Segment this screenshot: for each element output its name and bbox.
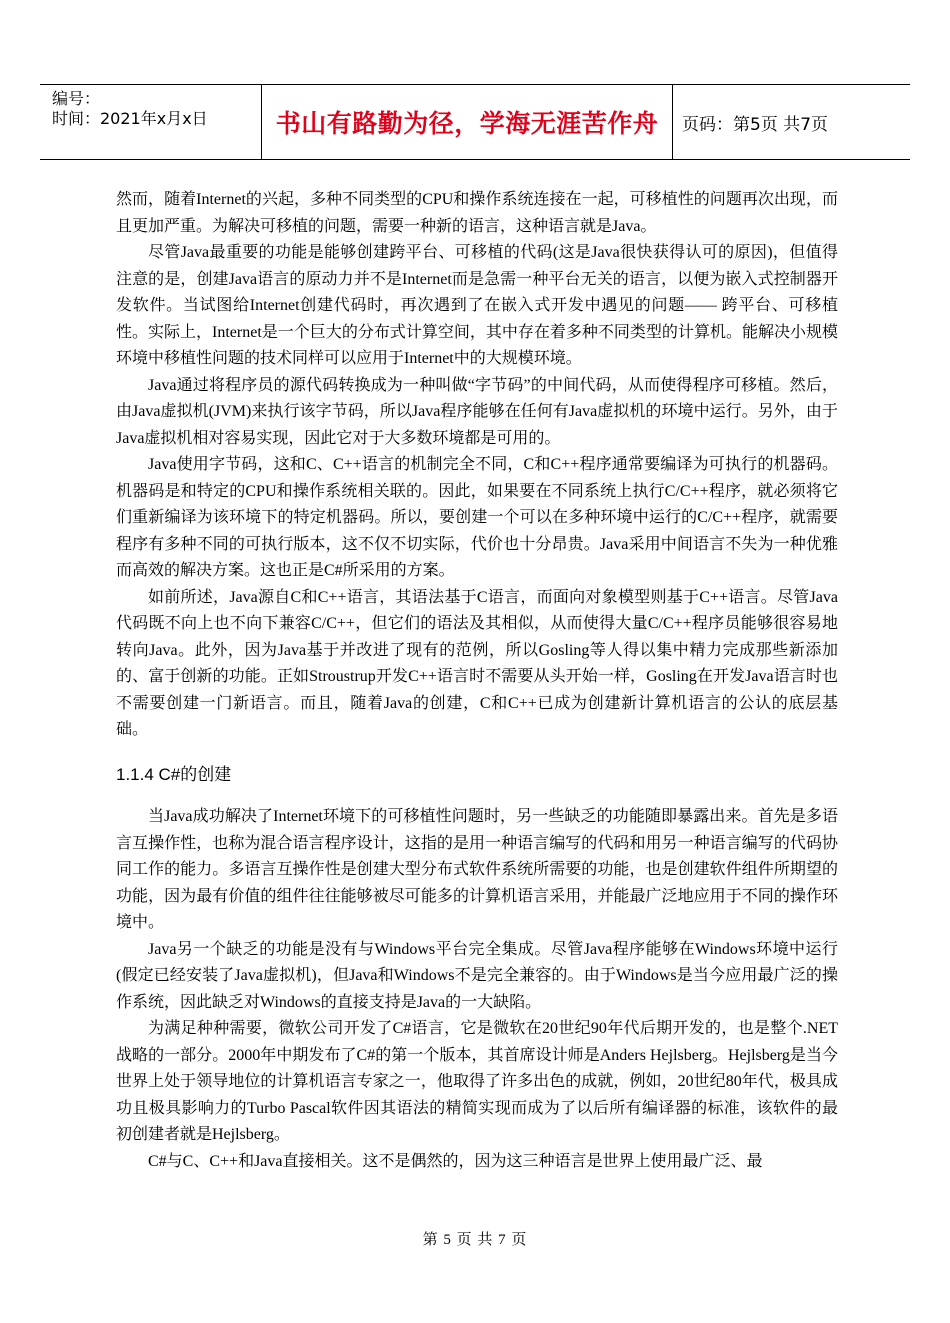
section-heading: 1.1.4 C#的创建 — [116, 764, 232, 784]
paragraph: C#与C、C++和Java直接相关。这不是偶然的，因为这三种语言是世界上使用最广泛、最 — [148, 1152, 763, 1170]
page-footer: 第 5 页 共 7 页 — [422, 1232, 528, 1248]
paragraph: Java通过将程序员的源代码转换成为一种叫做“字节码”的中间代码，从而使得程序可移植。然后，由Java虚拟机(JVM)来执行该字节码，所以Java程序能够在任何有Java虚拟机的环境中运行。另外，由于Java虚拟机相对容易实现，因此它对于大多数环境都是可用的。 — [116, 376, 838, 447]
paragraph: 如前所述，Java源自C和C++语言，其语法基于C语言，而面向对象模型则基于C++语言。尽管Java代码既不向上也不向下兼容C/C++，但它们的语法及其相似，从而使得大量C/C++程序员能够很容易地转向Java。此外，因为Java基于并改进了现有的范例，所以Gosling等人得以集中精力完成那些新添加的、富于创新的功能。正如Stroustrup开发C++语言时不需要从头开始一样，Gosling在开发Java语言时也不需要创建一门新语言。而且，随着Java的创建，C和C++已成为创建新计算机语言的公认的底层基础。 — [116, 588, 838, 738]
page-header — [40, 84, 910, 160]
document-body — [116, 187, 838, 1175]
header-divider-right — [672, 85, 673, 159]
paragraph: 为满足种种需要，微软公司开发了C#语言，它是微软在20世纪90年代后期开发的，也是整个.NET战略的一部分。2000年中期发布了C#的第一个版本，其首席设计师是Anders Hejlsberg。Hejlsberg是当今世界上处于领导地位的计算机语言专家之一，他取得了许多出色的成就，例如，20世纪80年代，极具成功且极具影响力的Turbo Pascal软件因其语法的精简实现而成为了以后所有编译器的标准，该软件的最初创建者就是Hejlsberg。 — [116, 1020, 838, 1143]
header-page-info: 页码：第5页 共7页 — [682, 114, 829, 135]
paragraph: 当Java成功解决了Internet环境下的可移植性问题时，另一些缺乏的功能随即暴露出来。首先是多语言互操作性，也称为混合语言程序设计，这指的是用一种语言编写的代码和用另一种语言编写的代码协同工作的能力。多语言互操作性是创建大型分布式软件系统所需要的功能，也是创建软件组件所期望的功能，因为最有价值的组件往往能够被尽可能多的计算机语言采用，并能最广泛地应用于不同的操作环境中。 — [116, 808, 838, 931]
document-number-label: 编号： — [52, 89, 101, 108]
paragraph: 尽管Java最重要的功能是能够创建跨平台、可移植的代码(这是Java很快获得认可的原因)，但值得注意的是，创建Java语言的原动力并不是Internet而是急需一种平台无关的语言，以便为嵌入式控制器开发软件。当试图给Internet创建代码时，再次遇到了在嵌入式开发中遇见的问题—— 跨平台、可移植性。实际上，Internet是一个巨大的分布式计算空间，其中存在着多种不同类型的计算机。能解决小规模环境中移植性问题的技术同样可以应用于Internet中的大规模环境。 — [116, 244, 838, 367]
header-meta — [52, 89, 257, 129]
header-motto: 书山有路勤为径，学海无涯苦作舟 — [275, 109, 659, 138]
paragraph: 然而，随着Internet的兴起，多种不同类型的CPU和操作系统连接在一起，可移植性的问题再次出现，而且更加严重。为解决可移植的问题，需要一种新的语言，这种语言就是Java。 — [116, 191, 838, 235]
paragraph: Java使用字节码，这和C、C++语言的机制完全不同，C和C++程序通常要编译为可执行的机器码。机器码是和特定的CPU和操作系统相关联的。因此，如果要在不同系统上执行C/C++程序，就必须将它们重新编译为该环境下的特定机器码。所以，要创建一个可以在多种环境中运行的C/C++程序，就需要程序有多种不同的可执行版本，这不仅不切实际，代价也十分昂贵。Java采用中间语言不失为一种优雅而高效的解决方案。这也正是C#所采用的方案。 — [116, 456, 838, 579]
document-time-label: 时间：2021年x月x日 — [52, 109, 208, 128]
paragraph: Java另一个缺乏的功能是没有与Windows平台完全集成。尽管Java程序能够在Windows环境中运行(假定已经安装了Java虚拟机)，但Java和Windows不是完全兼容的。由于Windows是当今应用最广泛的操作系统，因此缺乏对Windows的直接支持是Java的一大缺陷。 — [116, 940, 838, 1011]
